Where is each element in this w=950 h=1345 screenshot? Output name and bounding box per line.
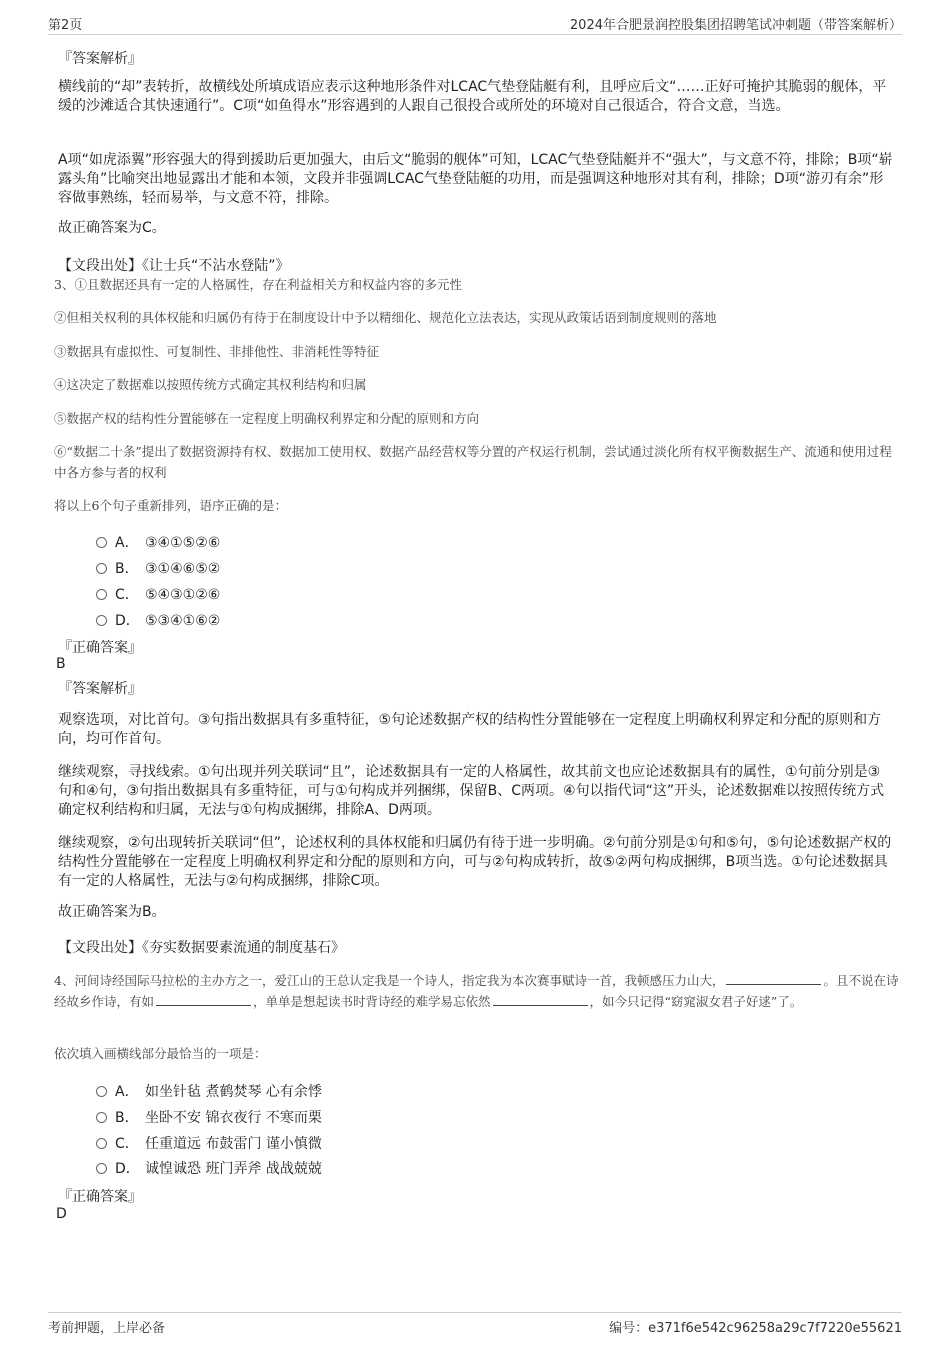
radio-icon[interactable] (96, 1086, 107, 1097)
q4-option-d[interactable]: D． 诚惶诚恐 班门弄斧 战战兢兢 (96, 1158, 322, 1178)
q4-answer-label: 『正确答案』 (58, 1189, 142, 1205)
q4-prompt: 依次填入画横线部分最恰当的一项是： (54, 1046, 267, 1061)
page-number: 第2页 (48, 18, 83, 33)
q3-option-c[interactable]: C． ⑤④③①②⑥ (96, 584, 220, 604)
q3-source: 【文段出处】《夯实数据要素流通的制度基石》 (58, 940, 345, 956)
q4-blank-1 (726, 971, 821, 985)
page-header (48, 14, 902, 35)
document-title: 2024年合肥景润控股集团招聘笔试冲刺题（带答案解析） (569, 18, 902, 33)
footer-slogan: 考前押题，上岸必备 (48, 1321, 166, 1336)
q3-prompt: 将以上6个句子重新排列，语序正确的是： (54, 498, 287, 513)
footer-serial: 编号：e371f6e542c96258a29c7f7220e55621 (609, 1321, 902, 1336)
q3-option-a[interactable]: A． ③④①⑤②⑥ (96, 532, 220, 552)
q3-sentence-1: 3、①且数据还具有一定的人格属性，存在利益相关方和权益内容的多元性 (54, 277, 462, 292)
q4-option-a[interactable]: A． 如坐针毡 煮鹤焚琴 心有余悸 (96, 1081, 322, 1101)
radio-icon[interactable] (96, 1138, 107, 1149)
q3-analysis-para1: 观察选项，对比首句。③句指出数据具有多重特征，⑤句论述数据产权的结构性分置能够在一定程度上明确权利界定和分配的原则和方向，均可作首句。 (58, 712, 882, 747)
q2-analysis-para1: 横线前的“却”表转折，故横线处所填成语应表示这种地形条件对LCAC气垫登陆艇有利，且呼应后文“……正好可掩护其脆弱的舰体，平缓的沙滩适合其快速通行”。C项“如鱼得水”形容遇到的人跟自己很投合或所处的环境对自己很适合，符合文意，当选。 (58, 79, 887, 114)
q3-sentence-2: ②但相关权利的具体权能和归属仍有待于在制度设计中予以精细化、规范化立法表达，实现从政策话语到制度规则的落地 (54, 310, 717, 325)
q3-option-d[interactable]: D． ⑤③④①⑥② (96, 610, 220, 630)
q3-analysis-para3: 继续观察，②句出现转折关联词“但”，论述权利的具体权能和归属仍有待于进一步明确。②句前分别是①句和⑤句，⑤句论述数据产权的结构性分置能够在一定程度上明确权利界定和分配的原则和方向，可与②句构成转折，故⑤②两句构成捆绑，B项当选。①句论述数据具有一定的人格属性，无法与②句构成捆绑，排除C项。 (58, 835, 892, 889)
q3-answer-label: 『正确答案』 (58, 640, 142, 656)
q3-sentence-5: ⑤数据产权的结构性分置能够在一定程度上明确权利界定和分配的原则和方向 (54, 411, 480, 426)
radio-icon[interactable] (96, 563, 107, 574)
page-footer (48, 1312, 902, 1336)
q3-sentence-3: ③数据具有虚拟性、可复制性、非排他性、非消耗性等特征 (54, 344, 380, 359)
q2-analysis-label: 『答案解析』 (58, 51, 142, 67)
radio-icon[interactable] (96, 1163, 107, 1174)
q2-conclusion: 故正确答案为C。 (58, 220, 166, 236)
q4-blank-2 (156, 992, 251, 1006)
q4-blank-3 (493, 992, 588, 1006)
q3-analysis-label: 『答案解析』 (58, 681, 142, 697)
q2-source: 【文段出处】《让士兵“不沾水登陆”》 (58, 258, 290, 274)
q3-sentence-6: ⑥“数据二十条”提出了数据资源持有权、数据加工使用权、数据产品经营权等分置的产权运行机制，尝试通过淡化所有权平衡数据生产、流通和使用过程中各方参与者的权利 (54, 444, 892, 480)
radio-icon[interactable] (96, 589, 107, 600)
radio-icon[interactable] (96, 615, 107, 626)
q4-option-c[interactable]: C． 任重道远 布鼓雷门 谨小慎微 (96, 1133, 322, 1153)
q4-stem: 4、河间诗经国际马拉松的主办方之一，爱江山的王总认定我是一个诗人，指定我为本次赛事赋诗一首，我顿感压力山大， 。且不说在诗经故乡作诗，有如 ，单单是想起读书时背诗经的难学易忘依然 ，如今只记得“窈窕淑女君子好逑”了。 (54, 973, 899, 1009)
q3-sentence-4: ④这决定了数据难以按照传统方式确定其权利结构和归属 (54, 377, 367, 392)
q3-conclusion: 故正确答案为B。 (58, 904, 166, 920)
q2-analysis-para2: A项“如虎添翼”形容强大的得到援助后更加强大，由后文“脆弱的舰体”可知，LCAC气垫登陆艇并不“强大”，与文意不符，排除；B项“崭露头角”比喻突出地显露出才能和本领，文段并非强调LCAC气垫登陆艇的功用，而是强调这种地形对其有利，排除；D项“游刃有余”形容做事熟练，轻而易举，与文意不符，排除。 (58, 152, 893, 206)
radio-icon[interactable] (96, 1112, 107, 1123)
q4-answer: D (56, 1206, 67, 1222)
radio-icon[interactable] (96, 537, 107, 548)
q3-analysis-para2: 继续观察，寻找线索。①句出现并列关联词“且”，论述数据具有一定的人格属性，故其前文也应论述数据具有的属性，①句前分别是③句和④句，③句指出数据具有多重特征，可与①句构成并列捆绑，保留B、C两项。④句以指代词“这”开头，论述数据难以按照传统方式确定权利结构和归属，无法与①句构成捆绑，排除A、D两项。 (58, 764, 885, 818)
q3-option-b[interactable]: B． ③①④⑥⑤② (96, 558, 220, 578)
q4-option-b[interactable]: B． 坐卧不安 锦衣夜行 不寒而栗 (96, 1107, 322, 1127)
q3-answer: B (56, 656, 66, 672)
